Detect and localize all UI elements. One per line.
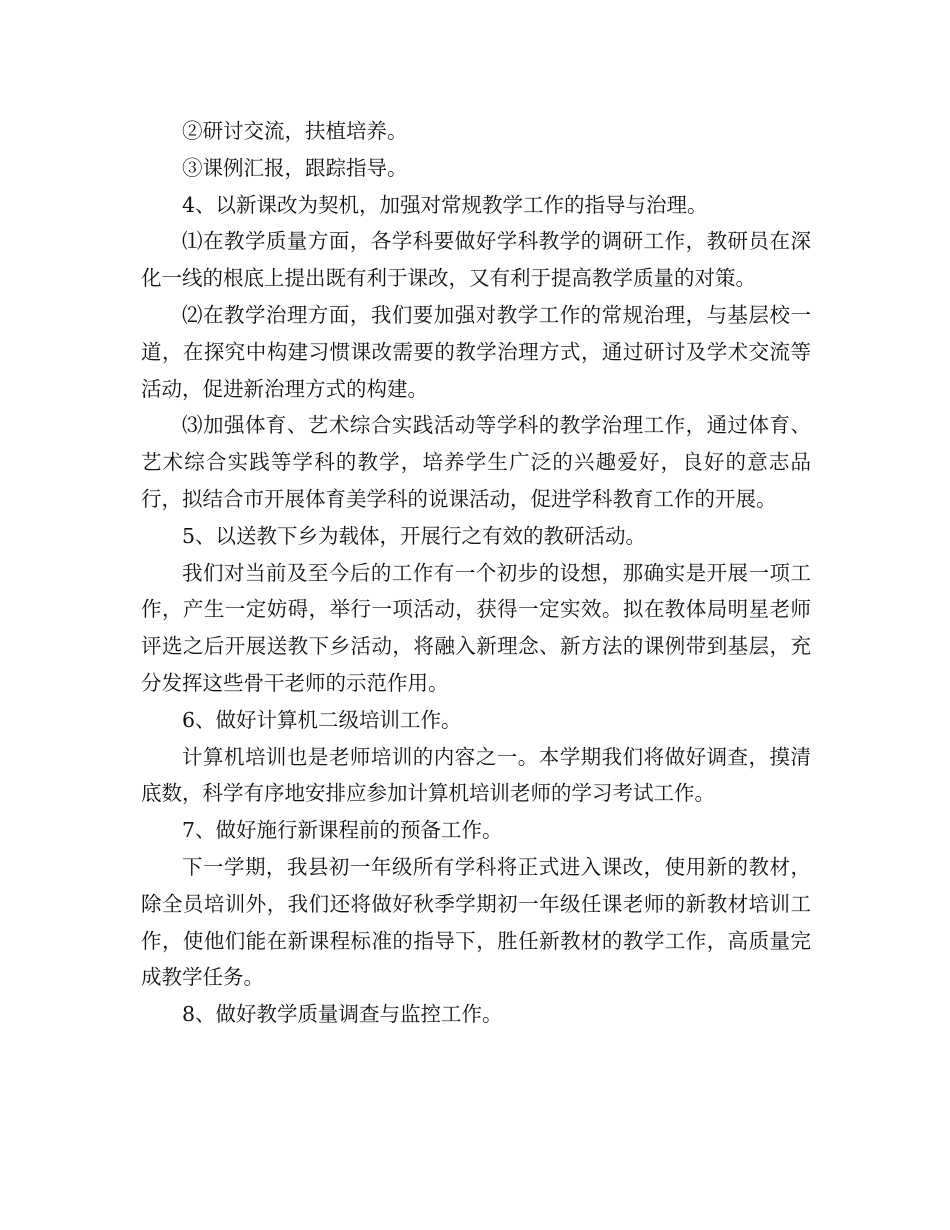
section-heading: 6、做好计算机二级培训工作。 xyxy=(182,707,462,732)
paragraph: ⑶加强体育、艺术综合实践活动等学科的教学治理工作，通过体育、艺术综合实践等学科的教学，培养学生广泛的兴趣爱好，良好的意志品行，拟结合市开展体育美学科的说课活动，促进学科教育工作的开展。 xyxy=(141,413,811,511)
paragraph: ⑵在教学治理方面，我们要加强对教学工作的常规治理，与基层校一道，在探究中构建习惯课改需要的教学治理方式，通过研讨及学术交流等活动，促进新治理方式的构建。 xyxy=(141,302,811,401)
section-heading: 4、以新课改为契机，加强对常规教学工作的指导与治理。 xyxy=(182,192,708,217)
paragraph: ②研讨交流，扶植培养。 xyxy=(182,119,408,143)
paragraph: ③课例汇报，跟踪指导。 xyxy=(182,155,408,180)
paragraph: 计算机培训也是老师培训的内容之一。本学期我们将做好调查，摸清底数，科学有序地安排应参加计算机培训老师的学习考试工作。 xyxy=(141,744,811,806)
section-heading: 7、做好施行新课程前的预备工作。 xyxy=(182,818,503,843)
paragraph: 我们对当前及至今后的工作有一个初步的设想，那确实是开展一项工作，产生一定妨碍，举行一项活动，获得一定实效。拟在教体局明星老师评选之后开展送教下乡活动，将融入新理念、新方法的课例带到基层，充分发挥这些骨干老师的示范作用。 xyxy=(141,560,811,695)
paragraph: 下一学期，我县初一年级所有学科将正式进入课改，使用新的教材，除全员培训外，我们还将做好秋季学期初一年级任课老师的新教材培训工作，使他们能在新课程标准的指导下，胜任新教材的教学工作，高质量完成教学任务。 xyxy=(141,854,811,990)
paragraph: ⑴在教学质量方面，各学科要做好学科教学的调研工作，教研员在深化一线的根底上提出既有利于课改，又有利于提高教学质量的对策。 xyxy=(141,229,811,291)
section-heading: 8、做好教学质量调查与监控工作。 xyxy=(182,1002,503,1027)
section-heading: 5、以送教下乡为载体，开展行之有效的教研活动。 xyxy=(182,523,647,548)
document-body xyxy=(141,113,811,1033)
